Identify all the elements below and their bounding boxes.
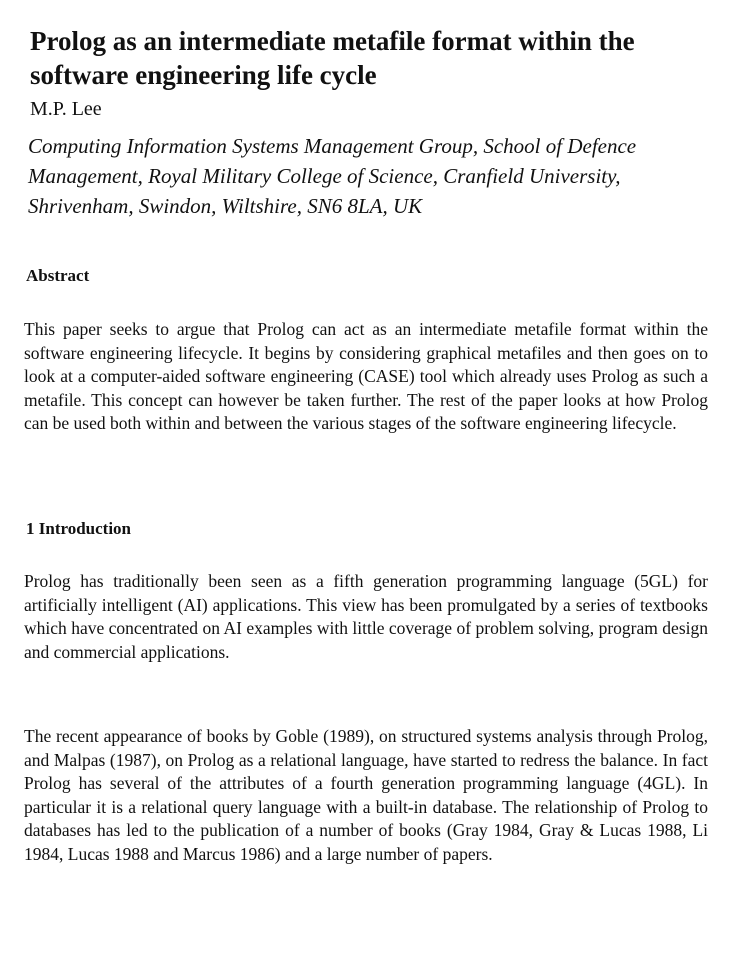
abstract-text: This paper seeks to argue that Prolog can act as an intermediate metafile format within the software engineering lifecycle. It begins by considering graphical metafiles and then goes on to look at a computer-aided software engineering (CASE) tool which already uses Prolog as such a metafile. This concept can however be taken further. The rest of the paper looks at how Prolog can be used both within and between the various stages of the software engineering lifecycle.: [24, 319, 708, 434]
paper-title: Prolog as an intermediate metafile format within the software engineering life cycle: [30, 26, 635, 90]
introduction-paragraph-2: The recent appearance of books by Goble (1989), on structured systems analysis through Prolog, and Malpas (1987), on Prolog as a relational language, have started to redress the balance. In fact Prolog has several of the attributes of a fourth generation programming language (4GL). In particular it is a relational query language with a built-in database. The relationship of Prolog to databases has led to the publication of a number of books (Gray 1984, Gray & Lucas 1988, Li 1984, Lucas 1988 and Marcus 1986) and a large number of papers.: [24, 726, 708, 864]
author-affiliation: Computing Information Systems Management Group, School of Defence Management, Royal Military College of Science, Cranfield University, Shrivenham, Swindon, Wiltshire, SN6 8LA, UK: [28, 134, 637, 218]
abstract-heading: Abstract: [26, 266, 90, 285]
introduction-paragraph-1: Prolog has traditionally been seen as a fifth generation programming language (5GL) for artificially intelligent (AI) applications. This view has been promulgated by a series of textbooks which have concentrated on AI examples with little coverage of problem solving, program design and commercial applications.: [24, 571, 708, 662]
paper-author: M.P. Lee: [30, 98, 102, 120]
introduction-heading: 1 Introduction: [26, 519, 132, 538]
